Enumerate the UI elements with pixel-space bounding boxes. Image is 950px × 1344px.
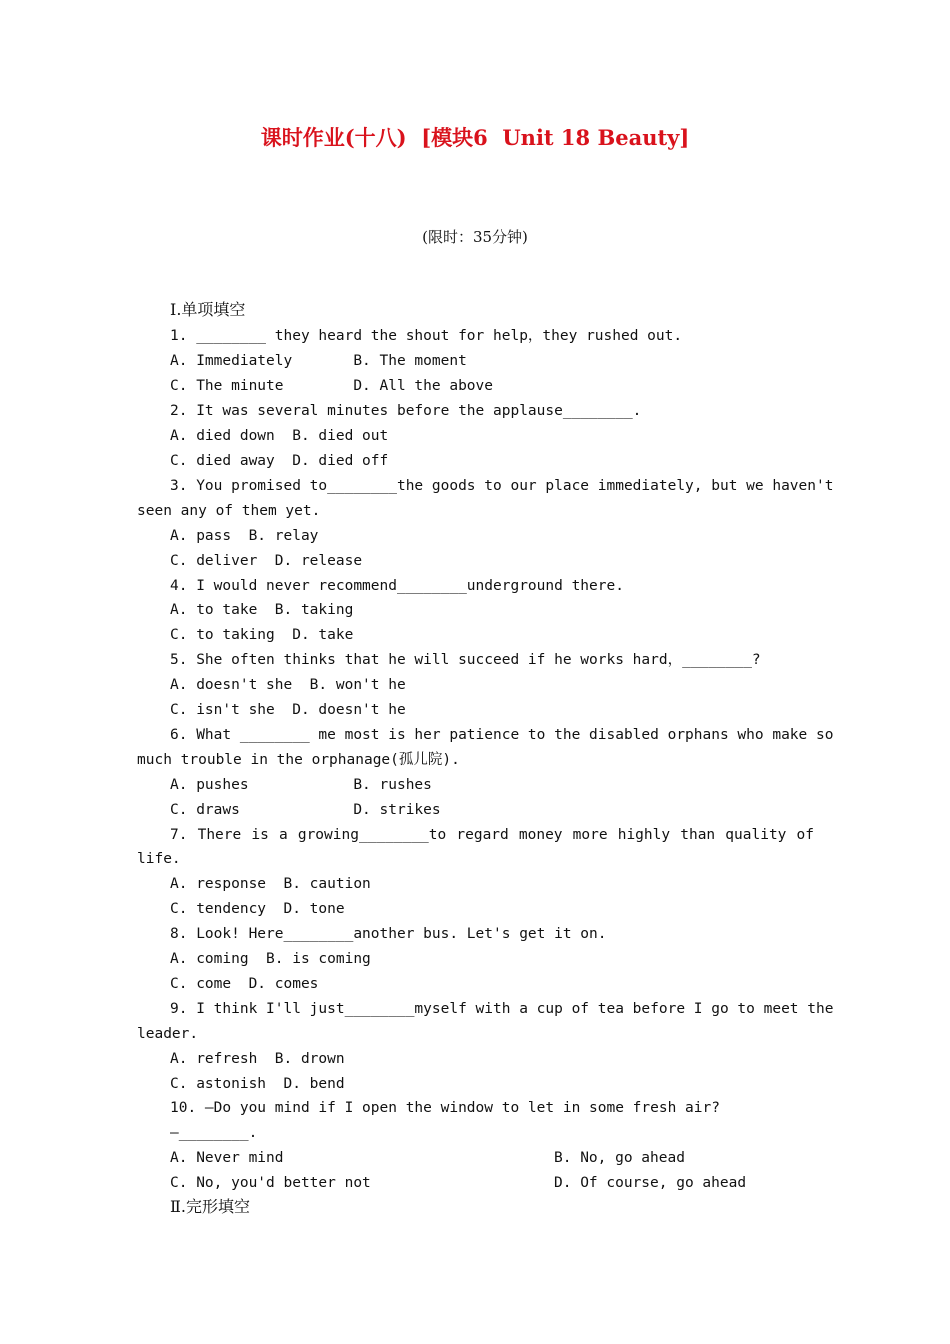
- question-3: 3. You promised to________the goods to our place immediately, but we haven't: [170, 478, 834, 494]
- question-10-response: —________.: [170, 1125, 258, 1141]
- option-10c: C. No, you'd better not: [170, 1175, 371, 1191]
- page-title: 课时作业(十八) [模块6 Unit 18 Beauty]: [260, 125, 690, 150]
- options-4b: C. to taking D. take: [170, 627, 354, 643]
- question-6-cont: much trouble in the orphanage(孤儿院).: [137, 752, 460, 768]
- question-5: 5. She often thinks that he will succeed if he works hard，________?: [170, 652, 761, 668]
- options-2b: C. died away D. died off: [170, 453, 389, 469]
- options-9a: A. refresh B. drown: [170, 1051, 345, 1067]
- time-limit: (限时：35分钟): [422, 228, 528, 246]
- question-7: 7. There is a growing________to regard money more highly than quality of: [170, 827, 814, 843]
- section-heading-1: Ⅰ.单项填空: [170, 300, 246, 319]
- option-10a: A. Never mind: [170, 1150, 284, 1166]
- question-7-cont: life.: [137, 851, 181, 867]
- question-1: 1. ________ they heard the shout for help，they rushed out.: [170, 328, 683, 344]
- question-4: 4. I would never recommend________underground there.: [170, 578, 624, 594]
- options-7b: C. tendency D. tone: [170, 901, 345, 917]
- section-heading-2: Ⅱ.完形填空: [170, 1197, 250, 1216]
- options-1a: A. Immediately B. The moment: [170, 353, 467, 369]
- question-10: 10. —Do you mind if I open the window to let in some fresh air?: [170, 1100, 720, 1116]
- question-9-cont: leader.: [137, 1026, 199, 1042]
- options-6b: C. draws D. strikes: [170, 802, 441, 818]
- options-8b: C. come D. comes: [170, 976, 319, 992]
- question-8: 8. Look! Here________another bus. Let's get it on.: [170, 926, 607, 942]
- options-4a: A. to take B. taking: [170, 602, 354, 618]
- options-5a: A. doesn't she B. won't he: [170, 677, 406, 693]
- question-6: 6. What ________ me most is her patience to the disabled orphans who make so: [170, 727, 834, 743]
- options-5b: C. isn't she D. doesn't he: [170, 702, 406, 718]
- option-10b: B. No, go ahead: [554, 1150, 685, 1166]
- options-1b: C. The minute D. All the above: [170, 378, 494, 394]
- option-10d: D. Of course, go ahead: [554, 1175, 747, 1191]
- question-3-cont: seen any of them yet.: [137, 503, 321, 519]
- options-3b: C. deliver D. release: [170, 553, 363, 569]
- question-9: 9. I think I'll just________myself with a cup of tea before I go to meet the: [170, 1001, 834, 1017]
- question-2: 2. It was several minutes before the applause________.: [170, 403, 642, 419]
- options-3a: A. pass B. relay: [170, 528, 319, 544]
- options-7a: A. response B. caution: [170, 876, 371, 892]
- options-6a: A. pushes B. rushes: [170, 777, 432, 793]
- options-2a: A. died down B. died out: [170, 428, 389, 444]
- options-8a: A. coming B. is coming: [170, 951, 371, 967]
- options-9b: C. astonish D. bend: [170, 1076, 345, 1092]
